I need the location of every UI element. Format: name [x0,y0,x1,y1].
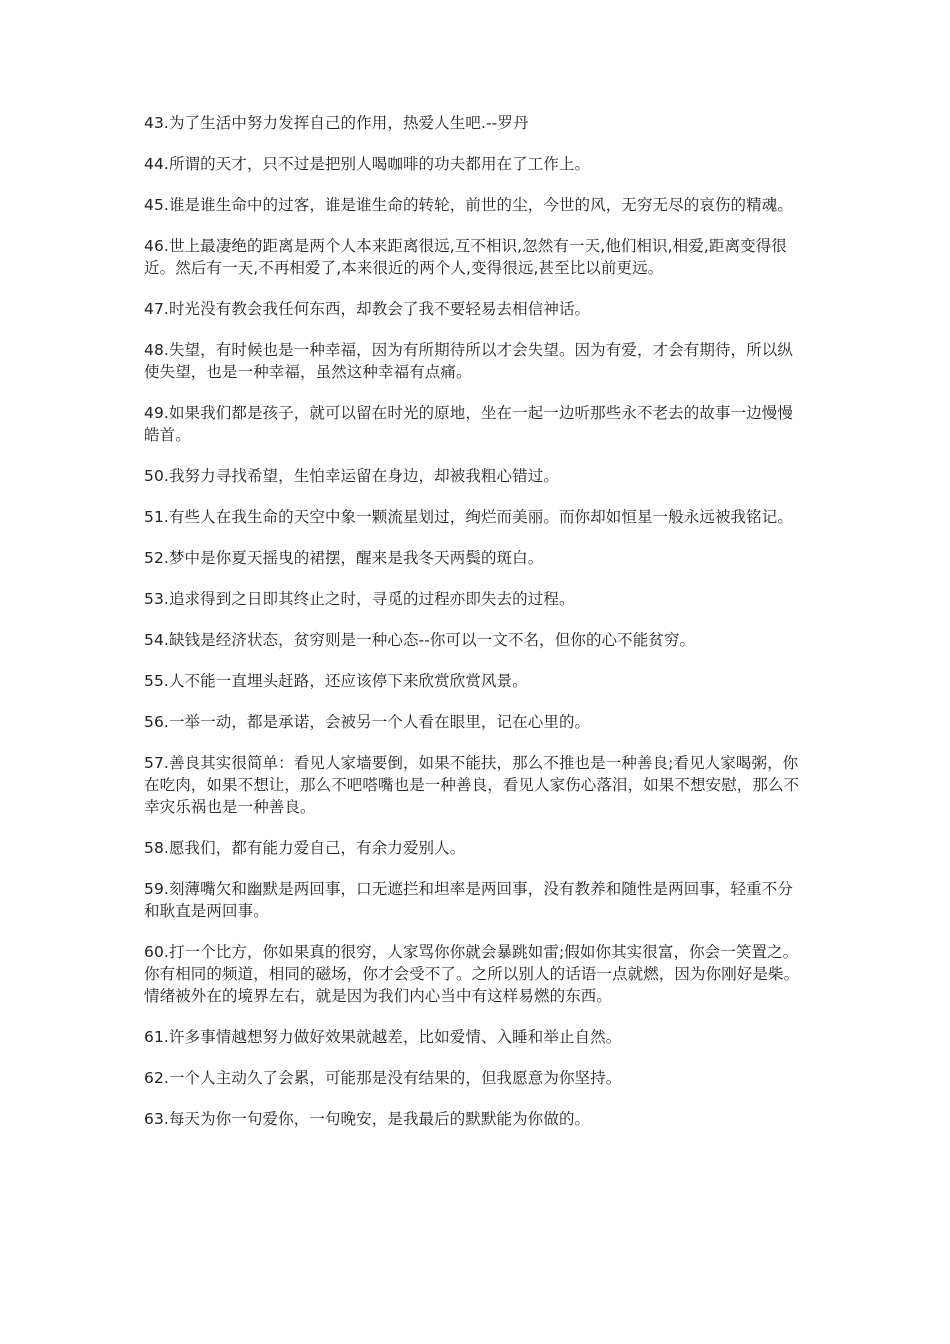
quote-44: 44.所谓的天才，只不过是把别人喝咖啡的功夫都用在了工作上。 [144,155,591,173]
quote-63: 63.每天为你一句爱你，一句晚安，是我最后的默默能为你做的。 [144,1110,591,1128]
quote-49: 49.如果我们都是孩子，就可以留在时光的原地，坐在一起一边听那些永不老去的故事一边慢慢皓首。 [144,404,793,444]
quote-50: 50.我努力寻找希望，生怕幸运留在身边，却被我粗心错过。 [144,467,559,485]
quote-53: 53.追求得到之日即其终止之时，寻觅的过程亦即失去的过程。 [144,590,575,608]
quote-47: 47.时光没有教会我任何东西，却教会了我不要轻易去相信神话。 [144,300,591,318]
quote-62: 62.一个人主动久了会累，可能那是没有结果的，但我愿意为你坚持。 [144,1069,622,1087]
quote-60: 60.打一个比方，你如果真的很穷，人家骂你你就会暴跳如雷;假如你其实很富，你会一笑置之。你有相同的频道，相同的磁场，你才会受不了。之所以别人的话语一点就燃，因为你刚好是柴。情绪被外在的境界左右，就是因为我们内心当中有这样易燃的东西。 [144,943,800,1005]
quote-55: 55.人不能一直埋头赶路，还应该停下来欣赏欣赏风景。 [144,672,528,690]
document-page [144,112,808,1149]
quote-57: 57.善良其实很简单：看见人家墙要倒，如果不能扶，那么不推也是一种善良;看见人家喝粥，你在吃肉，如果不想让，那么不吧嗒嘴也是一种善良，看见人家伤心落泪，如果不想安慰，那么不幸灾乐祸也是一种善良。 [144,754,800,816]
quote-58: 58.愿我们，都有能力爱自己，有余力爱别人。 [144,839,466,857]
quote-51: 51.有些人在我生命的天空中象一颗流星划过，绚烂而美丽。而你却如恒星一般永远被我铭记。 [144,508,793,526]
quote-43: 43.为了生活中努力发挥自己的作用，热爱人生吧.--罗丹 [144,114,529,132]
quote-45: 45.谁是谁生命中的过客，谁是谁生命的转轮，前世的尘，今世的风，无穷无尽的哀伤的精魂。 [144,196,793,214]
quote-61: 61.许多事情越想努力做好效果就越差，比如爱情、入睡和举止自然。 [144,1028,622,1046]
quote-52: 52.梦中是你夏天摇曳的裙摆，醒来是我冬天两鬓的斑白。 [144,549,544,567]
quote-54: 54.缺钱是经济状态，贫穷则是一种心态--你可以一文不名，但你的心不能贫穷。 [144,631,696,649]
quote-59: 59.刻薄嘴欠和幽默是两回事，口无遮拦和坦率是两回事，没有教养和随性是两回事，轻重不分和耿直是两回事。 [144,880,793,920]
quote-56: 56.一举一动，都是承诺，会被另一个人看在眼里，记在心里的。 [144,713,591,731]
quote-48: 48.失望，有时候也是一种幸福，因为有所期待所以才会失望。因为有爱，才会有期待，所以纵使失望，也是一种幸福，虽然这种幸福有点痛。 [144,341,793,381]
quote-46: 46.世上最凄绝的距离是两个人本来距离很远,互不相识,忽然有一天,他们相识,相爱,距离变得很近。然后有一天,不再相爱了,本来很近的两个人,变得很远,甚至比以前更远。 [144,237,787,277]
